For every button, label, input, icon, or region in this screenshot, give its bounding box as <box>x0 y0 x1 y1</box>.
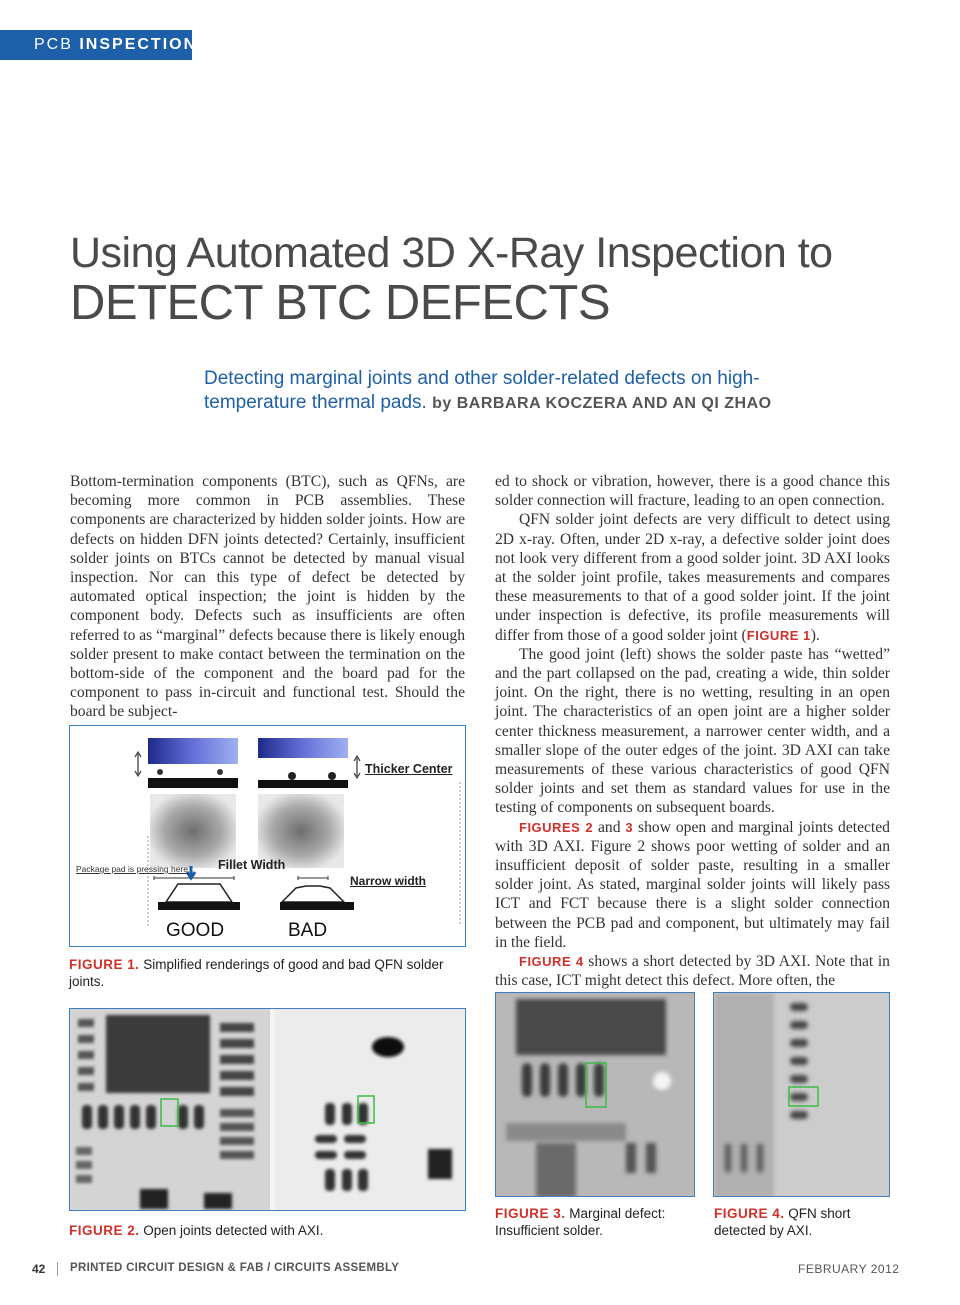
col2-p5-text: shows a short detected by 3D AXI. Note that in this case, ICT might detect this defect. More often, the <box>495 953 890 990</box>
figure-2 <box>69 1008 466 1211</box>
col2-paragraph-2 <box>495 510 890 644</box>
figure-4-xray <box>714 993 890 1197</box>
bad-joint-shape <box>282 886 344 902</box>
figure-3-ref: 3 <box>625 819 634 835</box>
figure-4-caption-text: QFN short detected by AXI. <box>714 1206 851 1238</box>
figure-1-diagram <box>70 726 466 947</box>
figure-4-caption-label: FIGURE 4. <box>714 1206 785 1221</box>
narrow-width-label: Narrow width <box>350 874 427 888</box>
figure-4 <box>713 992 890 1197</box>
issue-date: FEBRUARY 2012 <box>798 1262 900 1276</box>
figure-1-caption-text: Simplified renderings of good and bad QFN solder joints. <box>69 957 444 989</box>
figure-1-ref: FIGURE 1 <box>746 627 811 643</box>
footer-divider <box>57 1262 58 1276</box>
good-label: GOOD <box>166 920 225 941</box>
body-column-2 <box>495 472 890 990</box>
figure-4-caption <box>714 1205 890 1239</box>
bad-label: BAD <box>288 920 328 941</box>
page-number: 42 <box>32 1262 46 1276</box>
figure-3 <box>495 992 695 1197</box>
figure-4-ref: FIGURE 4 <box>519 954 584 970</box>
publication-name: PRINTED CIRCUIT DESIGN & FAB / CIRCUITS ASSEMBLY <box>70 1262 400 1274</box>
fillet-width-label: Fillet Width <box>218 858 286 872</box>
article-deck <box>204 367 824 416</box>
bad-xray-view <box>258 794 344 868</box>
section-label-light: PCB <box>34 36 73 53</box>
body-column-1 <box>70 472 465 722</box>
deck-text: Detecting marginal joints and other solder-related defects on high-temperature thermal pads. <box>204 368 760 413</box>
col2-paragraph-4 <box>495 818 890 952</box>
col2-p4-text: show open and marginal joints detected with 3D AXI. Figure 2 shows poor wetting of solder and an insufficient deposit of solder paste, resulting in a smaller solder joint. As stated, marginal solder joints will likely pass ICT and FCT because there is a slight solder connection between the PCB pad and component, but ultimately may fail in the field. <box>495 818 890 951</box>
figure-1-caption-label: FIGURE 1. <box>69 957 140 972</box>
good-xray-view <box>150 794 236 868</box>
col2-paragraph-3: The good joint (left) shows the solder paste has “wetted” and the part collapsed on the pad, creating a wide, thin solder joint. On the right, there is no wetting, resulting in an open joint. The characteristics of an open joint are a higher solder center thickness measurement, a narrower center width, and a smaller slope of the outer edges of the joint. 3D AXI can take measurements of these various characteristics of good QFN solder joints and set them as standard values for use in the testing of components on subsequent boards. <box>495 645 890 817</box>
figure-3-caption <box>495 1205 695 1239</box>
figure-3-caption-text: Marginal defect: Insufficient solder. <box>495 1206 666 1238</box>
figure-2-caption-label: FIGURE 2. <box>69 1223 140 1238</box>
figure-1 <box>69 725 466 947</box>
figure-2-caption-text: Open joints detected with AXI. <box>143 1223 324 1238</box>
figure-3-caption-label: FIGURE 3. <box>495 1206 566 1221</box>
figure-2-xray <box>70 1009 466 1211</box>
col2-paragraph-1: ed to shock or vibration, however, there is a good chance this solder connection will fracture, leading to an open connection. <box>495 473 890 510</box>
package-pad-label: Package pad is pressing here <box>76 864 188 874</box>
figure-1-caption <box>69 956 464 990</box>
section-label-bold: INSPECTION <box>79 36 198 53</box>
figure-3-xray <box>496 993 695 1197</box>
col2-paragraph-5 <box>495 952 890 990</box>
figures-2-ref: FIGURES 2 <box>519 819 594 835</box>
title-line-1: Using Automated 3D X-Ray Inspection to <box>70 229 833 277</box>
col2-p4-and: and <box>598 818 621 836</box>
section-tab <box>0 30 198 60</box>
col2-p2-text: QFN solder joint defects are very difficult to detect using 2D x-ray. Often, under 2D x-ray, a defective solder joint does not look very different from a good solder joint. 3D AXI looks at the solder joint profile, takes measurements and compares these measurements to that of a good solder joint. If the joint under inspection is defective, its profile measurements will differ from those of a good solder joint ( <box>495 511 890 644</box>
title-line-2: DETECT BTC DEFECTS <box>70 276 611 330</box>
figure-2-caption <box>69 1222 464 1239</box>
good-joint-shape <box>166 884 232 902</box>
thicker-center-label: Thicker Center <box>365 762 453 776</box>
col2-p2-end: ). <box>810 626 820 644</box>
byline: by BARBARA KOCZERA AND AN QI ZHAO <box>432 395 772 412</box>
article-title <box>70 228 930 328</box>
col1-paragraph-1: Bottom-termination components (BTC), such as QFNs, are becoming more common in PCB assemblies. These components are characterized by hidden solder joints. How are defects on hidden DFN joints detected? Certainly, insufficient solder joints on BTCs cannot be detected by manual visual inspection. Nor can this type of defect be detected by automated optical inspection; the joint is hidden by the component body. Defects such as insufficients are often referred to as “marginal” defects because there is likely enough solder present to make contact between the termination on the bottom-side of the component and the board pad for the component to pass in-circuit and functional test. Should the board be subject- <box>70 473 466 721</box>
